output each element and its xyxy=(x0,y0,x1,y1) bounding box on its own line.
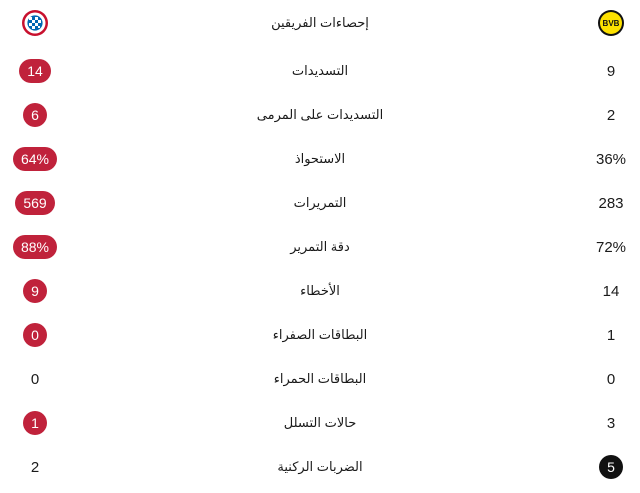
stat-label xyxy=(0,327,640,343)
stat-label xyxy=(0,239,640,255)
stat-row xyxy=(0,275,640,307)
stat-row xyxy=(0,451,640,483)
away-stat-cell xyxy=(582,415,640,432)
away-stat-cell xyxy=(582,283,640,300)
home-stat-cell xyxy=(0,103,70,127)
stat-row xyxy=(0,55,640,87)
away-stat-value: 9 xyxy=(606,62,616,80)
home-stat-value-highlight: 1 xyxy=(23,411,47,435)
home-stat-cell xyxy=(0,147,70,171)
home-stat-value-highlight: 14 xyxy=(19,59,51,83)
home-stat-cell xyxy=(0,235,70,259)
away-stat-cell xyxy=(582,327,640,344)
away-stat-value: 72% xyxy=(595,238,627,256)
home-stat-cell xyxy=(0,191,70,215)
away-stat-value: 14 xyxy=(602,282,620,300)
home-stat-value-highlight: 6 xyxy=(23,103,47,127)
home-stat-cell xyxy=(0,323,70,347)
stat-row xyxy=(0,319,640,351)
stat-row xyxy=(0,99,640,131)
stat-label-text: دقة التمرير xyxy=(290,239,350,254)
stat-label-text: الأخطاء xyxy=(300,283,340,298)
away-stat-cell xyxy=(582,455,640,479)
away-stat-value-highlight: 5 xyxy=(599,455,623,479)
stats-header-row xyxy=(0,7,640,39)
away-stat-cell xyxy=(582,151,640,168)
away-stat-value: 3 xyxy=(606,414,616,432)
stat-label xyxy=(0,151,640,167)
away-stat-value: 0 xyxy=(606,370,616,388)
borussia-dortmund-crest-icon xyxy=(597,9,625,37)
stat-label-text: البطاقات الحمراء xyxy=(273,371,367,386)
home-stat-value-highlight: 88% xyxy=(13,235,57,259)
away-stat-value: 2 xyxy=(606,106,616,124)
stat-label xyxy=(0,283,640,299)
stat-label xyxy=(0,371,640,387)
stats-header-label: إحصاءات الفريقين xyxy=(271,15,369,30)
bayern-munich-crest-icon xyxy=(21,9,49,37)
away-stat-cell xyxy=(582,107,640,124)
home-stat-value: 2 xyxy=(30,458,40,476)
away-stat-value: 36% xyxy=(595,150,627,168)
stat-label-text: الضربات الركنية xyxy=(277,459,363,474)
home-stat-value-highlight: 0 xyxy=(23,323,47,347)
stat-label xyxy=(0,415,640,431)
home-stat-cell xyxy=(0,459,70,476)
stat-label-text: البطاقات الصفراء xyxy=(272,327,368,342)
stat-row xyxy=(0,363,640,395)
away-stat-value: 283 xyxy=(598,194,624,212)
home-team-logo[interactable] xyxy=(0,9,70,37)
home-stat-cell xyxy=(0,371,70,388)
stat-label-text: التمريرات xyxy=(293,195,347,210)
away-stat-cell xyxy=(582,63,640,80)
home-stat-cell xyxy=(0,411,70,435)
stat-label xyxy=(0,459,640,475)
home-stat-value-highlight: 64% xyxy=(13,147,57,171)
stat-label-text: الاستحواذ xyxy=(294,151,346,166)
away-stat-cell xyxy=(582,371,640,388)
stat-label-text: التسديدات xyxy=(291,63,349,78)
away-stat-value: 1 xyxy=(606,326,616,344)
stat-row xyxy=(0,407,640,439)
stat-row xyxy=(0,187,640,219)
stat-row xyxy=(0,231,640,263)
home-stat-value-highlight: 569 xyxy=(15,191,54,215)
stat-label-text: التسديدات على المرمى xyxy=(256,107,384,122)
home-stat-cell xyxy=(0,279,70,303)
away-team-logo[interactable] xyxy=(582,9,640,37)
stat-label xyxy=(0,107,640,123)
home-stat-value-highlight: 9 xyxy=(23,279,47,303)
away-stat-cell xyxy=(582,195,640,212)
stat-label xyxy=(0,63,640,79)
away-stat-cell xyxy=(582,239,640,256)
home-stat-cell xyxy=(0,59,70,83)
stat-label-text: حالات التسلل xyxy=(283,415,357,430)
home-stat-value: 0 xyxy=(30,370,40,388)
stat-row xyxy=(0,143,640,175)
bvb-logo-text: BVB xyxy=(602,19,620,28)
stat-label xyxy=(0,195,640,211)
